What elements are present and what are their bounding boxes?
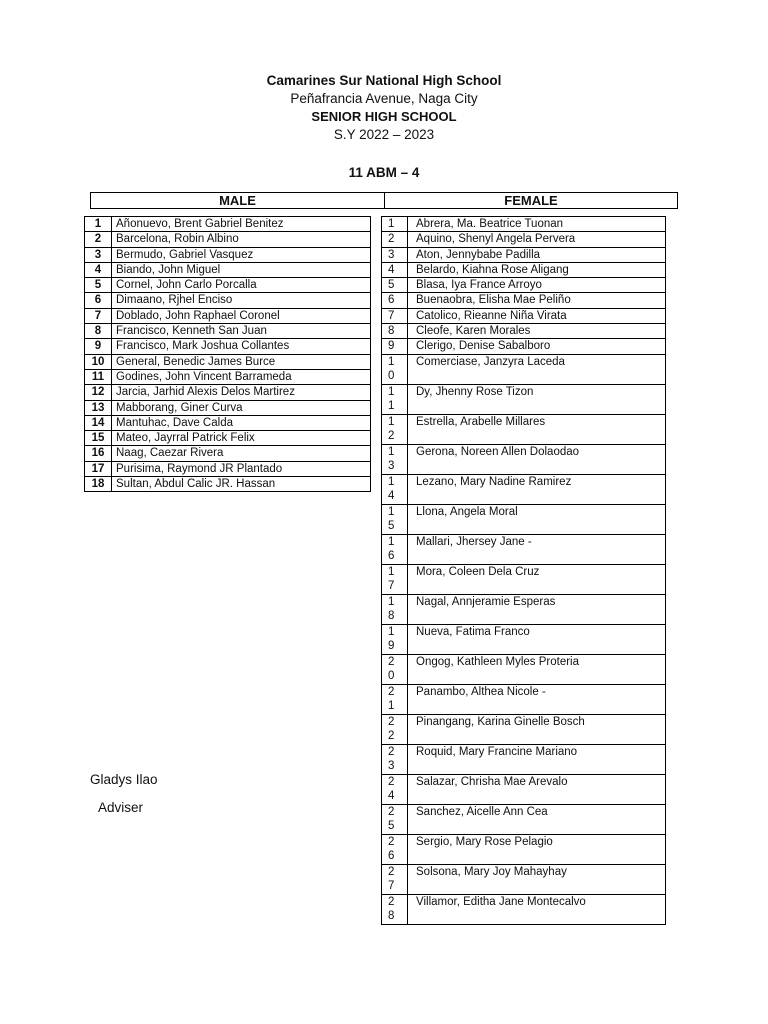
row-number: 15 [85, 431, 112, 446]
student-name: Sergio, Mary Rose Pelagio [408, 834, 666, 864]
table-row [382, 444, 666, 474]
row-number: 4 [382, 262, 408, 277]
table-row [85, 247, 371, 262]
row-number: 1 3 [382, 444, 408, 474]
student-name: Godines, John Vincent Barrameda [112, 369, 371, 384]
student-name: Aton, Jennybabe Padilla [408, 247, 666, 262]
student-name: Sanchez, Aicelle Ann Cea [408, 804, 666, 834]
row-number: 5 [382, 278, 408, 293]
row-number: 9 [382, 339, 408, 354]
student-name: Francisco, Mark Joshua Collantes [112, 339, 371, 354]
school-year: S.Y 2022 – 2023 [333, 127, 435, 142]
row-number: 2 0 [382, 654, 408, 684]
student-name: Pinangang, Karina Ginelle Bosch [408, 714, 666, 744]
row-number: 12 [85, 385, 112, 400]
table-row [382, 247, 666, 262]
student-name: Comerciase, Janzyra Laceda [408, 354, 666, 384]
table-row [382, 624, 666, 654]
row-number: 9 [85, 339, 112, 354]
table-row [382, 217, 666, 232]
student-name: Catolico, Rieanne Niña Virata [408, 308, 666, 323]
table-row [382, 684, 666, 714]
table-row [382, 744, 666, 774]
table-row [382, 564, 666, 594]
table-row [382, 339, 666, 354]
student-name: Belardo, Kiahna Rose Aligang [408, 262, 666, 277]
row-number: 2 8 [382, 894, 408, 924]
document-header [0, 72, 768, 143]
row-number: 2 7 [382, 864, 408, 894]
table-row [85, 262, 371, 277]
row-number: 1 2 [382, 414, 408, 444]
table-row [85, 400, 371, 415]
table-row [382, 474, 666, 504]
row-number: 3 [85, 247, 112, 262]
section-title: 11 ABM – 4 [348, 165, 420, 180]
row-number: 1 5 [382, 504, 408, 534]
student-name: Mantuhac, Dave Calda [112, 415, 371, 430]
row-number: 1 [85, 217, 112, 232]
table-row [382, 654, 666, 684]
student-name: Purisima, Raymond JR Plantado [112, 461, 371, 476]
student-name: Naag, Caezar Rivera [112, 446, 371, 461]
table-row [382, 714, 666, 744]
student-name: Panambo, Althea Nicole - [408, 684, 666, 714]
table-row [85, 308, 371, 323]
table-row [382, 354, 666, 384]
row-number: 6 [382, 293, 408, 308]
adviser-name: Gladys Ilao [90, 772, 158, 787]
male-roster-table [84, 216, 371, 492]
student-name: Añonuevo, Brent Gabriel Benitez [112, 217, 371, 232]
row-number: 17 [85, 461, 112, 476]
table-row [382, 414, 666, 444]
table-row [382, 384, 666, 414]
student-name: Ongog, Kathleen Myles Proteria [408, 654, 666, 684]
student-name: Sultan, Abdul Calic JR. Hassan [112, 477, 371, 492]
table-row [382, 262, 666, 277]
student-name: Bermudo, Gabriel Vasquez [112, 247, 371, 262]
table-row [85, 324, 371, 339]
table-row [85, 477, 371, 492]
row-number: 1 8 [382, 594, 408, 624]
row-number: 2 5 [382, 804, 408, 834]
row-number: 3 [382, 247, 408, 262]
table-row [382, 864, 666, 894]
student-name: Estrella, Arabelle Millares [408, 414, 666, 444]
row-number: 8 [382, 324, 408, 339]
student-name: Gerona, Noreen Allen Dolaodao [408, 444, 666, 474]
table-row [85, 293, 371, 308]
table-row [382, 834, 666, 864]
table-row [85, 278, 371, 293]
student-name: Buenaobra, Elisha Mae Peliño [408, 293, 666, 308]
student-name: General, Benedic James Burce [112, 354, 371, 369]
student-name: Barcelona, Robin Albino [112, 232, 371, 247]
student-name: Mateo, Jayrral Patrick Felix [112, 431, 371, 446]
row-number: 10 [85, 354, 112, 369]
row-number: 1 0 [382, 354, 408, 384]
table-row [85, 431, 371, 446]
table-row [382, 894, 666, 924]
row-number: 7 [382, 308, 408, 323]
student-name: Salazar, Chrisha Mae Arevalo [408, 774, 666, 804]
table-row [382, 504, 666, 534]
student-name: Blasa, Iya France Arroyo [408, 278, 666, 293]
row-number: 18 [85, 477, 112, 492]
table-row [382, 324, 666, 339]
student-name: Nueva, Fatima Franco [408, 624, 666, 654]
student-name: Villamor, Editha Jane Montecalvo [408, 894, 666, 924]
table-row [382, 232, 666, 247]
student-name: Dy, Jhenny Rose Tizon [408, 384, 666, 414]
row-number: 1 [382, 217, 408, 232]
table-row [85, 369, 371, 384]
student-name: Mabborang, Giner Curva [112, 400, 371, 415]
student-name: Mallari, Jhersey Jane - [408, 534, 666, 564]
adviser-role: Adviser [98, 800, 144, 815]
row-number: 1 7 [382, 564, 408, 594]
row-number: 4 [85, 262, 112, 277]
row-number: 2 2 [382, 714, 408, 744]
row-number: 16 [85, 446, 112, 461]
male-column-header: MALE [90, 192, 385, 209]
table-row [85, 217, 371, 232]
row-number: 1 6 [382, 534, 408, 564]
student-name: Biando, John Miguel [112, 262, 371, 277]
table-row [382, 594, 666, 624]
table-row [85, 354, 371, 369]
table-row [85, 232, 371, 247]
row-number: 5 [85, 278, 112, 293]
table-row [382, 804, 666, 834]
row-number: 2 1 [382, 684, 408, 714]
student-name: Doblado, John Raphael Coronel [112, 308, 371, 323]
student-name: Cornel, John Carlo Porcalla [112, 278, 371, 293]
student-name: Cleofe, Karen Morales [408, 324, 666, 339]
female-column-header: FEMALE [384, 192, 678, 209]
table-row [85, 461, 371, 476]
student-name: Mora, Coleen Dela Cruz [408, 564, 666, 594]
student-name: Clerigo, Denise Sabalboro [408, 339, 666, 354]
table-row [382, 308, 666, 323]
row-number: 13 [85, 400, 112, 415]
row-number: 8 [85, 324, 112, 339]
student-name: Dimaano, Rjhel Enciso [112, 293, 371, 308]
row-number: 2 [85, 232, 112, 247]
row-number: 2 6 [382, 834, 408, 864]
student-name: Abrera, Ma. Beatrice Tuonan [408, 217, 666, 232]
school-name: Camarines Sur National High School [266, 73, 502, 88]
table-row [382, 774, 666, 804]
row-number: 1 4 [382, 474, 408, 504]
row-number: 14 [85, 415, 112, 430]
student-name: Nagal, Annjeramie Esperas [408, 594, 666, 624]
student-name: Roquid, Mary Francine Mariano [408, 744, 666, 774]
table-row [382, 278, 666, 293]
student-name: Francisco, Kenneth San Juan [112, 324, 371, 339]
table-row [85, 415, 371, 430]
table-row [85, 385, 371, 400]
table-row [382, 534, 666, 564]
student-name: Lezano, Mary Nadine Ramirez [408, 474, 666, 504]
row-number: 2 [382, 232, 408, 247]
department: SENIOR HIGH SCHOOL [311, 109, 457, 124]
student-name: Aquino, Shenyl Angela Pervera [408, 232, 666, 247]
row-number: 2 3 [382, 744, 408, 774]
table-row [85, 339, 371, 354]
row-number: 1 1 [382, 384, 408, 414]
student-name: Solsona, Mary Joy Mahayhay [408, 864, 666, 894]
table-row [85, 446, 371, 461]
female-roster-table [381, 216, 666, 925]
row-number: 6 [85, 293, 112, 308]
student-name: Jarcia, Jarhid Alexis Delos Martirez [112, 385, 371, 400]
student-name: Llona, Angela Moral [408, 504, 666, 534]
table-row [382, 293, 666, 308]
row-number: 2 4 [382, 774, 408, 804]
row-number: 11 [85, 369, 112, 384]
row-number: 1 9 [382, 624, 408, 654]
school-address: Peñafrancia Avenue, Naga City [290, 91, 478, 106]
row-number: 7 [85, 308, 112, 323]
